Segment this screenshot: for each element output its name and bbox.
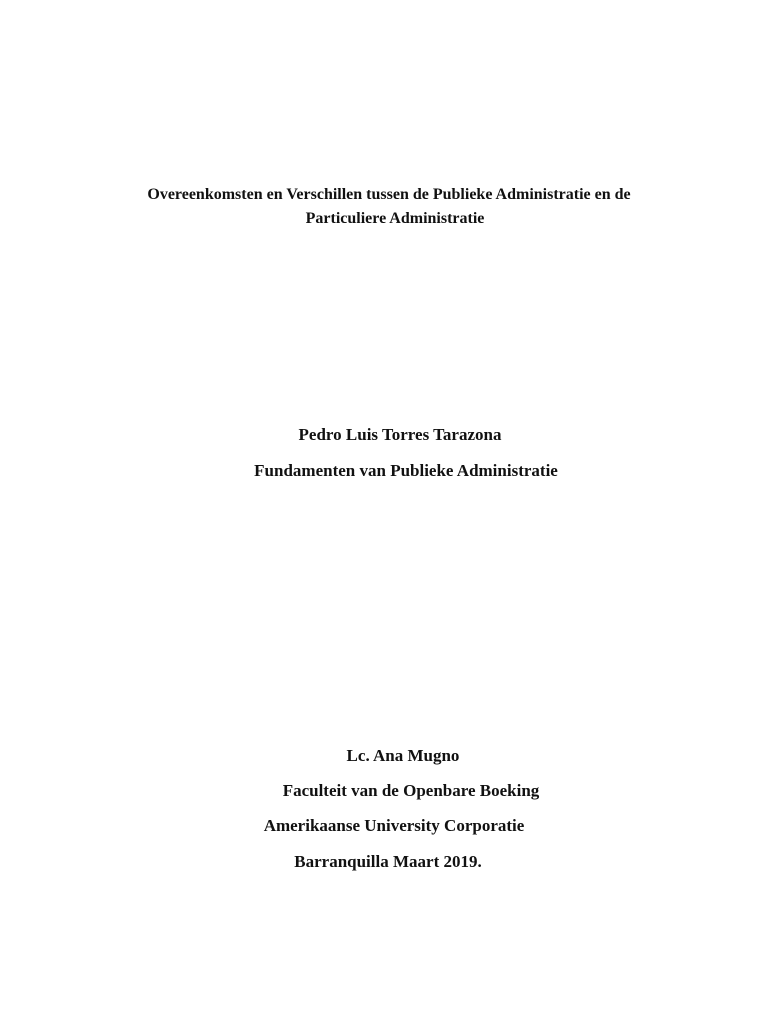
instructor-name: Lc. Ana Mugno (346, 746, 460, 765)
author-name: Pedro Luis Torres Tarazona (298, 425, 502, 444)
place-and-date: Barranquilla Maart 2019. (294, 852, 482, 871)
document-title-line-2: Particuliere Administratie (305, 210, 485, 227)
document-title-line-1: Overeenkomsten en Verschillen tussen de Publieke Administratie en de (147, 186, 631, 203)
faculty-name: Faculteit van de Openbare Boeking (282, 781, 540, 800)
course-name: Fundamenten van Publieke Administratie (254, 461, 558, 480)
university-name: Amerikaanse University Corporatie (263, 816, 525, 835)
